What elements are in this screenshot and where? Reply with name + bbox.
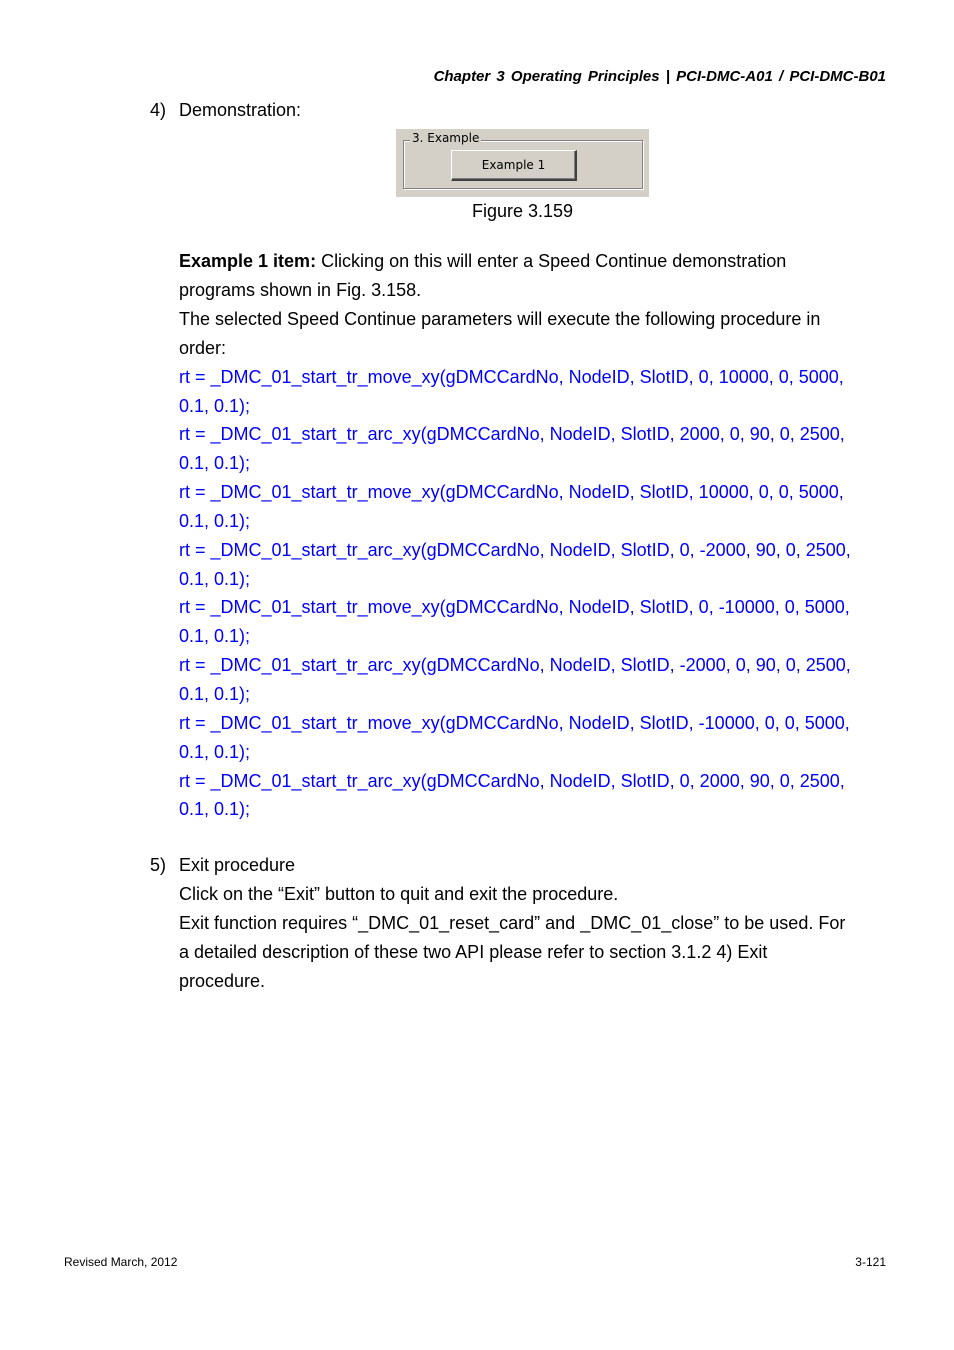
code-line: 0.1, 0.1); xyxy=(179,511,251,531)
example-group-title: 3. Example xyxy=(412,131,480,145)
code-line: rt = _DMC_01_start_tr_arc_xy(gDMCCardNo, NodeID, SlotID, 2000, 0, 90, 0, 2500, xyxy=(179,424,845,444)
code-line: rt = _DMC_01_start_tr_move_xy(gDMCCardNo, NodeID, SlotID, 0, 10000, 0, 5000, xyxy=(179,367,844,387)
code-line: 0.1, 0.1); xyxy=(179,742,251,762)
section-4-title: Demonstration: xyxy=(179,100,302,120)
code-line: rt = _DMC_01_start_tr_arc_xy(gDMCCardNo, NodeID, SlotID, 0, 2000, 90, 0, 2500, xyxy=(179,771,845,791)
section-4-number: 4) xyxy=(150,100,167,120)
example-description-text: Clicking on this will enter a Speed Continue demonstration xyxy=(316,251,787,271)
section-5-line: Click on the “Exit” button to quit and exit the procedure. xyxy=(179,884,619,904)
footer-page-number: 3-121 xyxy=(855,1255,886,1269)
example-description-line-3: The selected Speed Continue parameters will execute the following procedure in xyxy=(179,309,821,329)
code-line: rt = _DMC_01_start_tr_move_xy(gDMCCardNo, NodeID, SlotID, -10000, 0, 0, 5000, xyxy=(179,713,850,733)
example-description-line-2: programs shown in Fig. 3.158. xyxy=(179,280,422,300)
code-line: rt = _DMC_01_start_tr_move_xy(gDMCCardNo, NodeID, SlotID, 10000, 0, 0, 5000, xyxy=(179,482,844,502)
code-line: 0.1, 0.1); xyxy=(179,569,251,589)
code-line: rt = _DMC_01_start_tr_arc_xy(gDMCCardNo, NodeID, SlotID, 0, -2000, 90, 0, 2500, xyxy=(179,540,851,560)
section-5-line: a detailed description of these two API please refer to section 3.1.2 4) Exit xyxy=(179,942,768,962)
example-figure xyxy=(396,129,649,197)
code-line: rt = _DMC_01_start_tr_move_xy(gDMCCardNo, NodeID, SlotID, 0, -10000, 0, 5000, xyxy=(179,597,850,617)
code-line: 0.1, 0.1); xyxy=(179,799,251,819)
example-description-line-1 xyxy=(179,247,897,276)
code-line: 0.1, 0.1); xyxy=(179,453,251,473)
code-line: 0.1, 0.1); xyxy=(179,684,251,704)
figure-caption: Figure 3.159 xyxy=(471,201,574,221)
example-1-button[interactable]: Example 1 xyxy=(451,150,577,181)
section-5-line: Exit function requires “_DMC_01_reset_card” and _DMC_01_close” to be used. For xyxy=(179,913,846,933)
example-description-line-4: order: xyxy=(179,338,227,358)
code-line: 0.1, 0.1); xyxy=(179,626,251,646)
page-header: Chapter 3 Operating Principles | PCI-DMC-A01 / PCI-DMC-B01 xyxy=(433,68,886,85)
section-5-number: 5) xyxy=(150,855,167,875)
footer-revision: Revised March, 2012 xyxy=(64,1255,178,1269)
section-5-title: Exit procedure xyxy=(179,855,296,875)
section-5-line: procedure. xyxy=(179,971,266,991)
code-line: rt = _DMC_01_start_tr_arc_xy(gDMCCardNo, NodeID, SlotID, -2000, 0, 90, 0, 2500, xyxy=(179,655,851,675)
example-item-label: Example 1 item: xyxy=(179,251,317,271)
code-line: 0.1, 0.1); xyxy=(179,396,251,416)
